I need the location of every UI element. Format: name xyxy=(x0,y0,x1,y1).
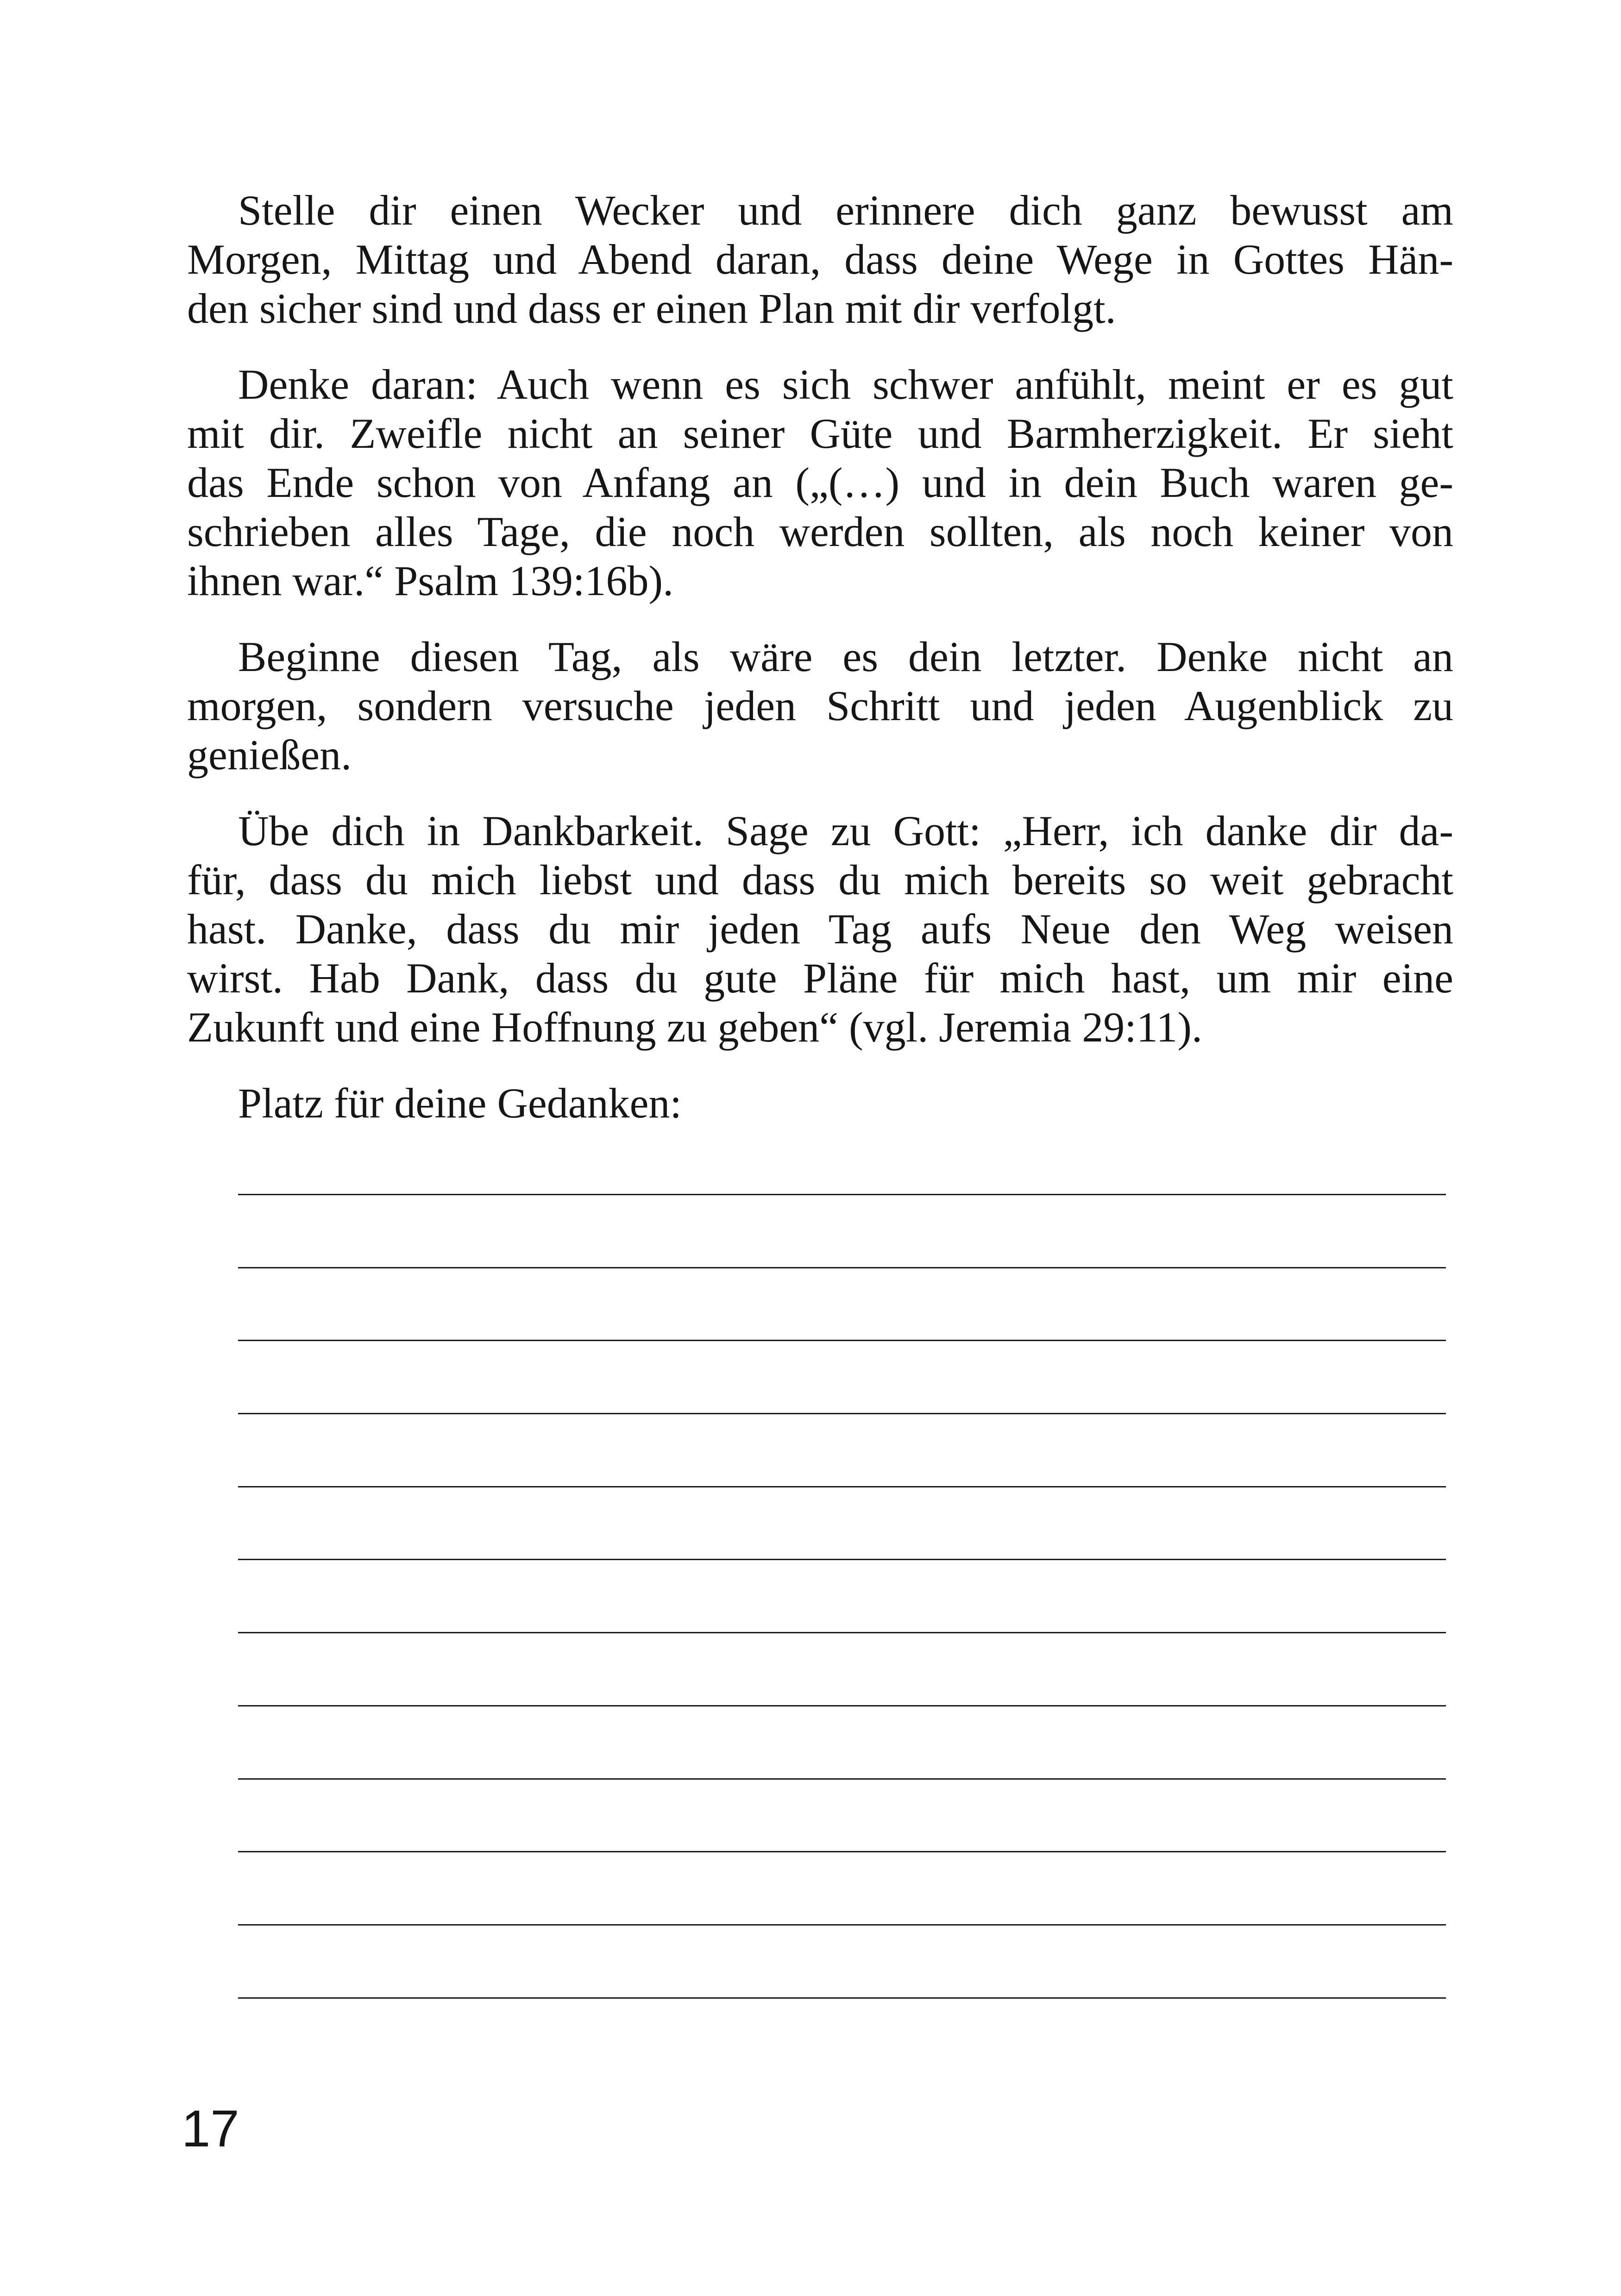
text-line: mit dir. Zweifle nicht an seiner Güte und Barmherzigkeit. Er sieht xyxy=(187,410,1453,457)
writing-line xyxy=(238,1851,1446,1924)
writing-line xyxy=(238,1632,1446,1705)
writing-lines xyxy=(238,1194,1446,1999)
text-line: Zukunft und eine Hoffnung zu geben“ (vgl. Jeremia 29:11). xyxy=(187,1004,1203,1051)
paragraph xyxy=(187,360,1453,605)
text-line: den sicher sind und dass er einen Plan mit dir verfolgt. xyxy=(187,285,1116,332)
writing-line xyxy=(238,1705,1446,1778)
page-number: 17 xyxy=(182,2100,239,2158)
text-line: das Ende schon von Anfang an („(…) und in dein Buch waren ge- xyxy=(187,459,1453,506)
text-line: für, dass du mich liebst und dass du mich bereits so weit gebracht xyxy=(187,856,1453,903)
writing-line xyxy=(238,1778,1446,1851)
paragraph xyxy=(187,806,1453,1052)
writing-line xyxy=(238,1194,1446,1267)
text-line: Denke daran: Auch wenn es sich schwer anfühlt, meint er es gut xyxy=(238,361,1453,408)
writing-line xyxy=(238,1340,1446,1413)
text-line: morgen, sondern versuche jeden Schritt und jeden Augenblick zu xyxy=(187,682,1453,729)
text-line: Stelle dir einen Wecker und erinnere dich ganz bewusst am xyxy=(238,187,1453,234)
text-line: Morgen, Mittag und Abend daran, dass deine Wege in Gottes Hän- xyxy=(187,236,1453,283)
text-line: hast. Danke, dass du mir jeden Tag aufs Neue den Weg weisen xyxy=(187,905,1453,953)
writing-line xyxy=(238,1267,1446,1340)
writing-line xyxy=(238,1486,1446,1559)
text-line: Übe dich in Dankbarkeit. Sage zu Gott: „Herr, ich danke dir da- xyxy=(238,807,1453,854)
writing-line xyxy=(238,1997,1446,1999)
paragraph xyxy=(187,632,1453,779)
paragraph xyxy=(187,186,1453,333)
writing-line xyxy=(238,1413,1446,1486)
body-text xyxy=(187,186,1453,1154)
text-line: schrieben alles Tage, die noch werden sollten, als noch keiner von xyxy=(187,508,1453,555)
text-line: genießen. xyxy=(187,731,352,778)
notes-paragraph xyxy=(187,1079,1453,1128)
text-line: wirst. Hab Dank, dass du gute Pläne für mich hast, um mir eine xyxy=(187,954,1453,1002)
text-line: Beginne diesen Tag, als wäre es dein letzter. Denke nicht an xyxy=(238,633,1453,680)
text-line: ihnen war.“ Psalm 139:16b). xyxy=(187,557,674,604)
writing-line xyxy=(238,1924,1446,1997)
writing-line xyxy=(238,1559,1446,1632)
notes-prompt: Platz für deine Gedanken: xyxy=(238,1079,682,1127)
